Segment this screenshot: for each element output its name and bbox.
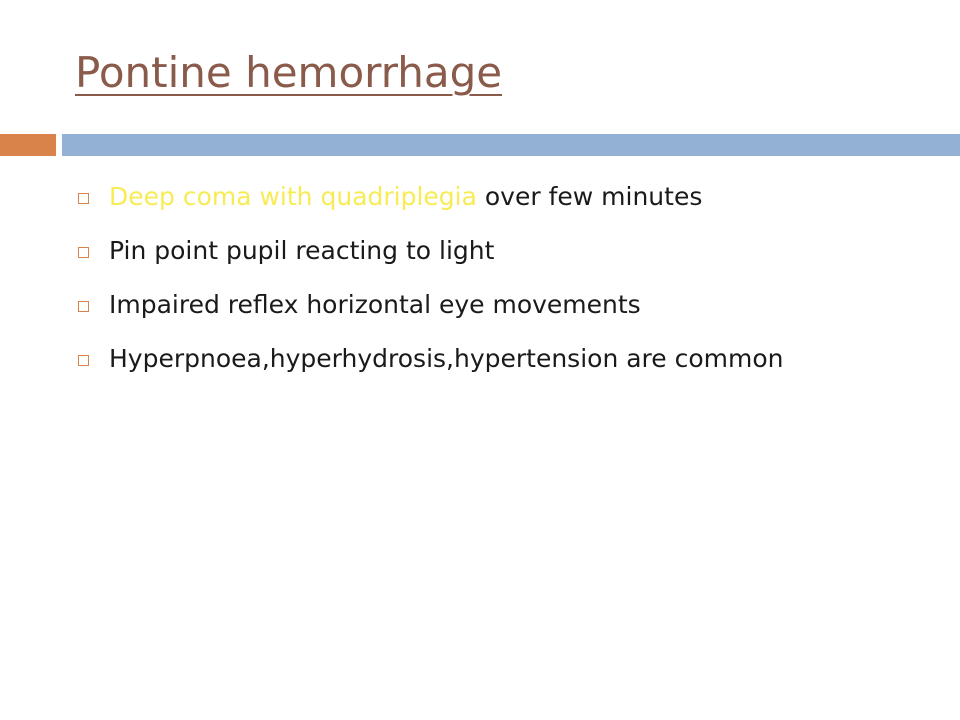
hollow-square-icon (78, 301, 89, 312)
bullet-text: Pin point pupil reacting to light (109, 236, 495, 265)
hollow-square-icon (78, 355, 89, 366)
bullet-item (75, 232, 915, 270)
title-rule-blue (62, 134, 960, 156)
bullet-text: Impaired reflex horizontal eye movements (109, 290, 641, 319)
hollow-square-icon (78, 247, 89, 258)
bullet-list (75, 178, 915, 394)
bullet-item (75, 178, 915, 216)
hollow-square-icon (78, 193, 89, 204)
bullet-text: Hyperpnoea,hyperhydrosis,hypertension are common (109, 344, 784, 373)
bullet-text: over few minutes (476, 182, 703, 211)
slide-title: Pontine hemorrhage (75, 48, 503, 97)
bullet-item (75, 286, 915, 324)
bullet-item (75, 340, 915, 378)
title-rule-orange (0, 134, 56, 156)
highlighted-text: Deep coma with quadriplegia (109, 182, 477, 211)
